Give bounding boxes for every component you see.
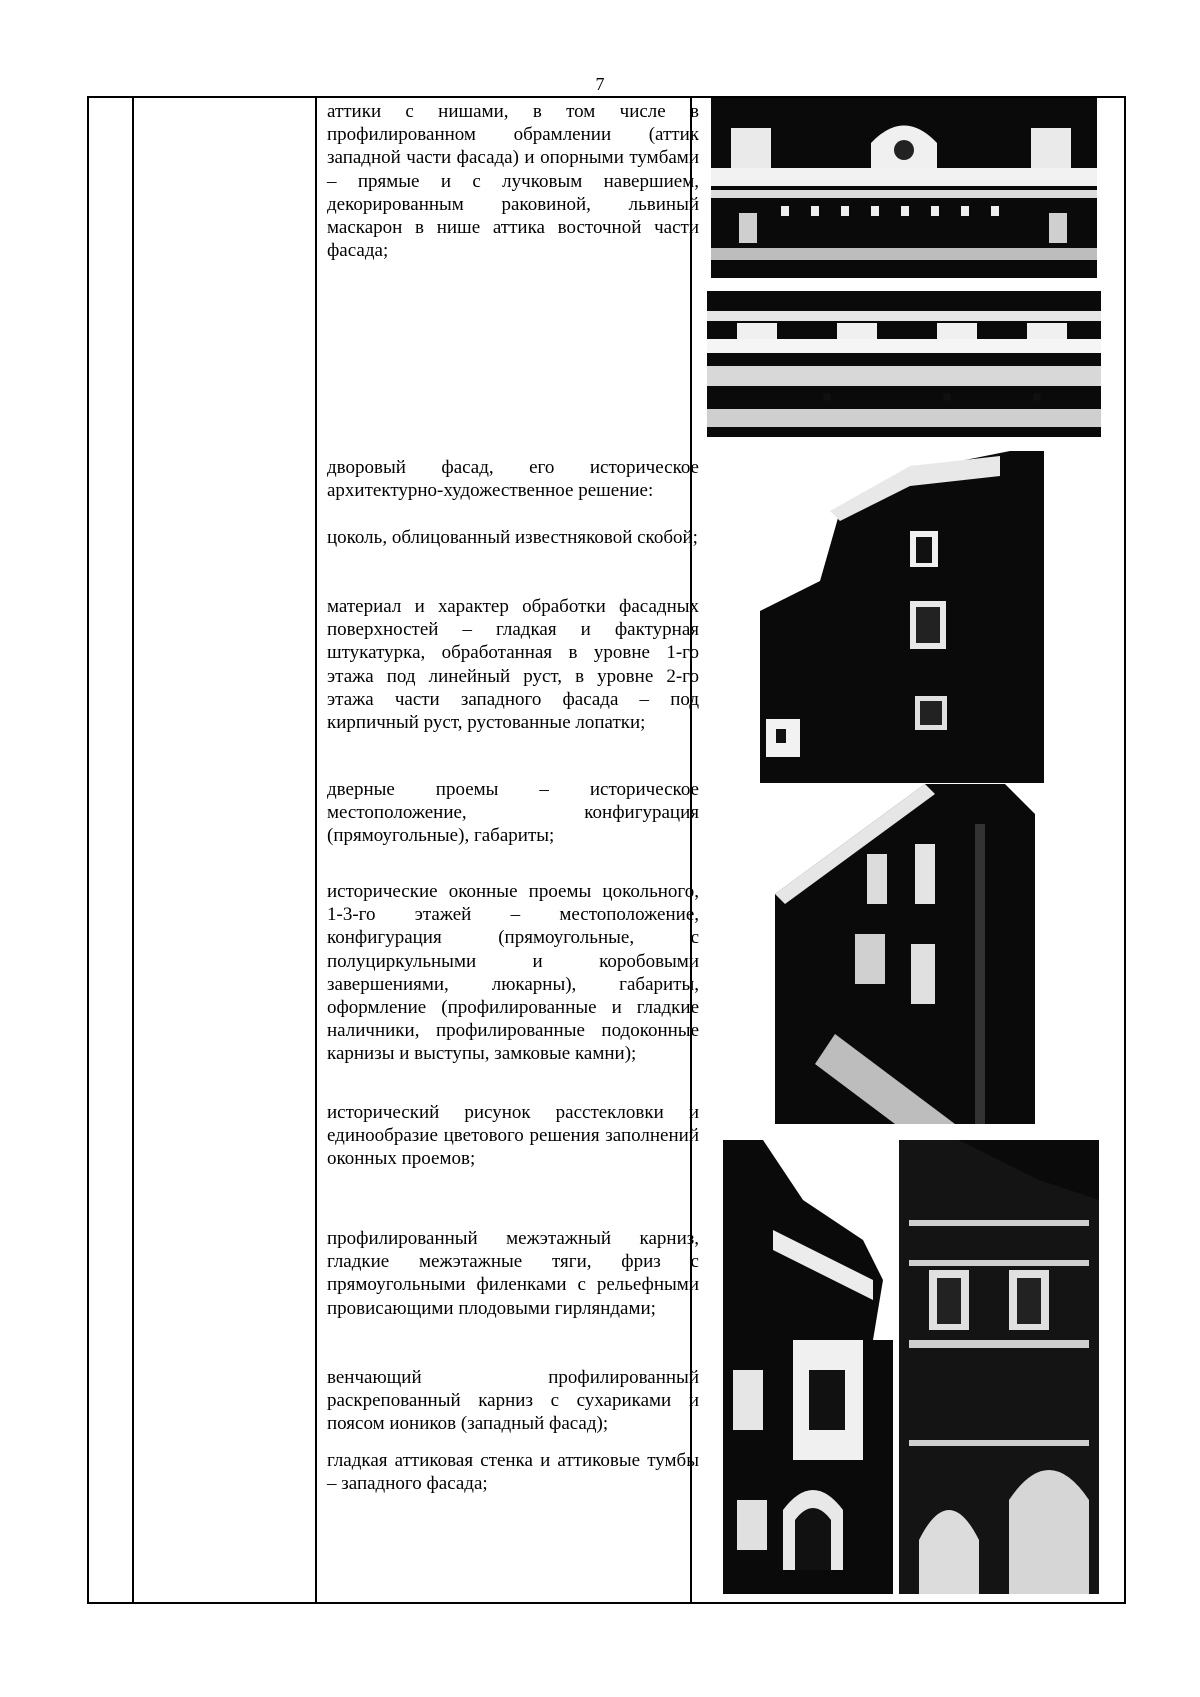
column-divider (132, 98, 134, 1602)
paragraph: аттики с нишами, в том числе в профилированном обрамлении (аттик западной части фасада) и опорными тумбами – прямые и с лучковым навершием, декорированным раковиной, львиный маскарон в нише аттика восточной части фасада; (327, 101, 699, 262)
column-divider (315, 98, 317, 1602)
paragraph: гладкая аттиковая стенка и аттиковые тумбы – западного фасада; (327, 1450, 699, 1495)
paragraph: профилированный межэтажный карниз, гладкие межэтажные тяги, фриз с прямоугольными филенками с рельефными провисающими плодовыми гирляндами; (327, 1228, 699, 1319)
paragraph: венчающий профилированный раскрепованный карниз с сухариками и поясом иоников (западный фасад); (327, 1367, 699, 1435)
paragraph: цоколь, облицованный известняковой скобой; (327, 527, 698, 548)
facade-left-photo (723, 1140, 893, 1594)
paragraph: материал и характер обработки фасадных поверхностей – гладкая и фактурная штукатурка, обработанная в уровне 1-го этажа под линейный руст, в уровне 2-го этажа части западного фасада – под кирпичный руст, рустованные лопатки; (327, 596, 699, 734)
courtyard-facade-photo (760, 451, 1044, 783)
corner-facade-photo (775, 784, 1063, 1124)
paragraph: дверные проемы – историческое местоположение, конфигурация (прямоугольные), габариты; (327, 779, 699, 847)
paragraph: исторические оконные проемы цокольного, 1-3-го этажей – местоположение, конфигурация (прямоугольные, с полуциркульными и коробовыми завершениями, люкарны), габариты, оформление (профилированные и гладкие наличники, профилированные подоконные карнизы и выступы, замковые камни); (327, 881, 699, 1065)
attic-niche-mascaron-photo (711, 98, 1097, 278)
page-number: 7 (595, 74, 605, 94)
cornice-detail-photo (707, 291, 1101, 437)
paragraph: исторический рисунок расстекловки и единообразие цветового решения заполнений оконных проемов; (327, 1102, 699, 1170)
document-table (87, 96, 1126, 1604)
facade-right-photo (899, 1140, 1099, 1594)
paragraph: дворовый фасад, его историческое архитектурно-художественное решение: (327, 457, 699, 502)
